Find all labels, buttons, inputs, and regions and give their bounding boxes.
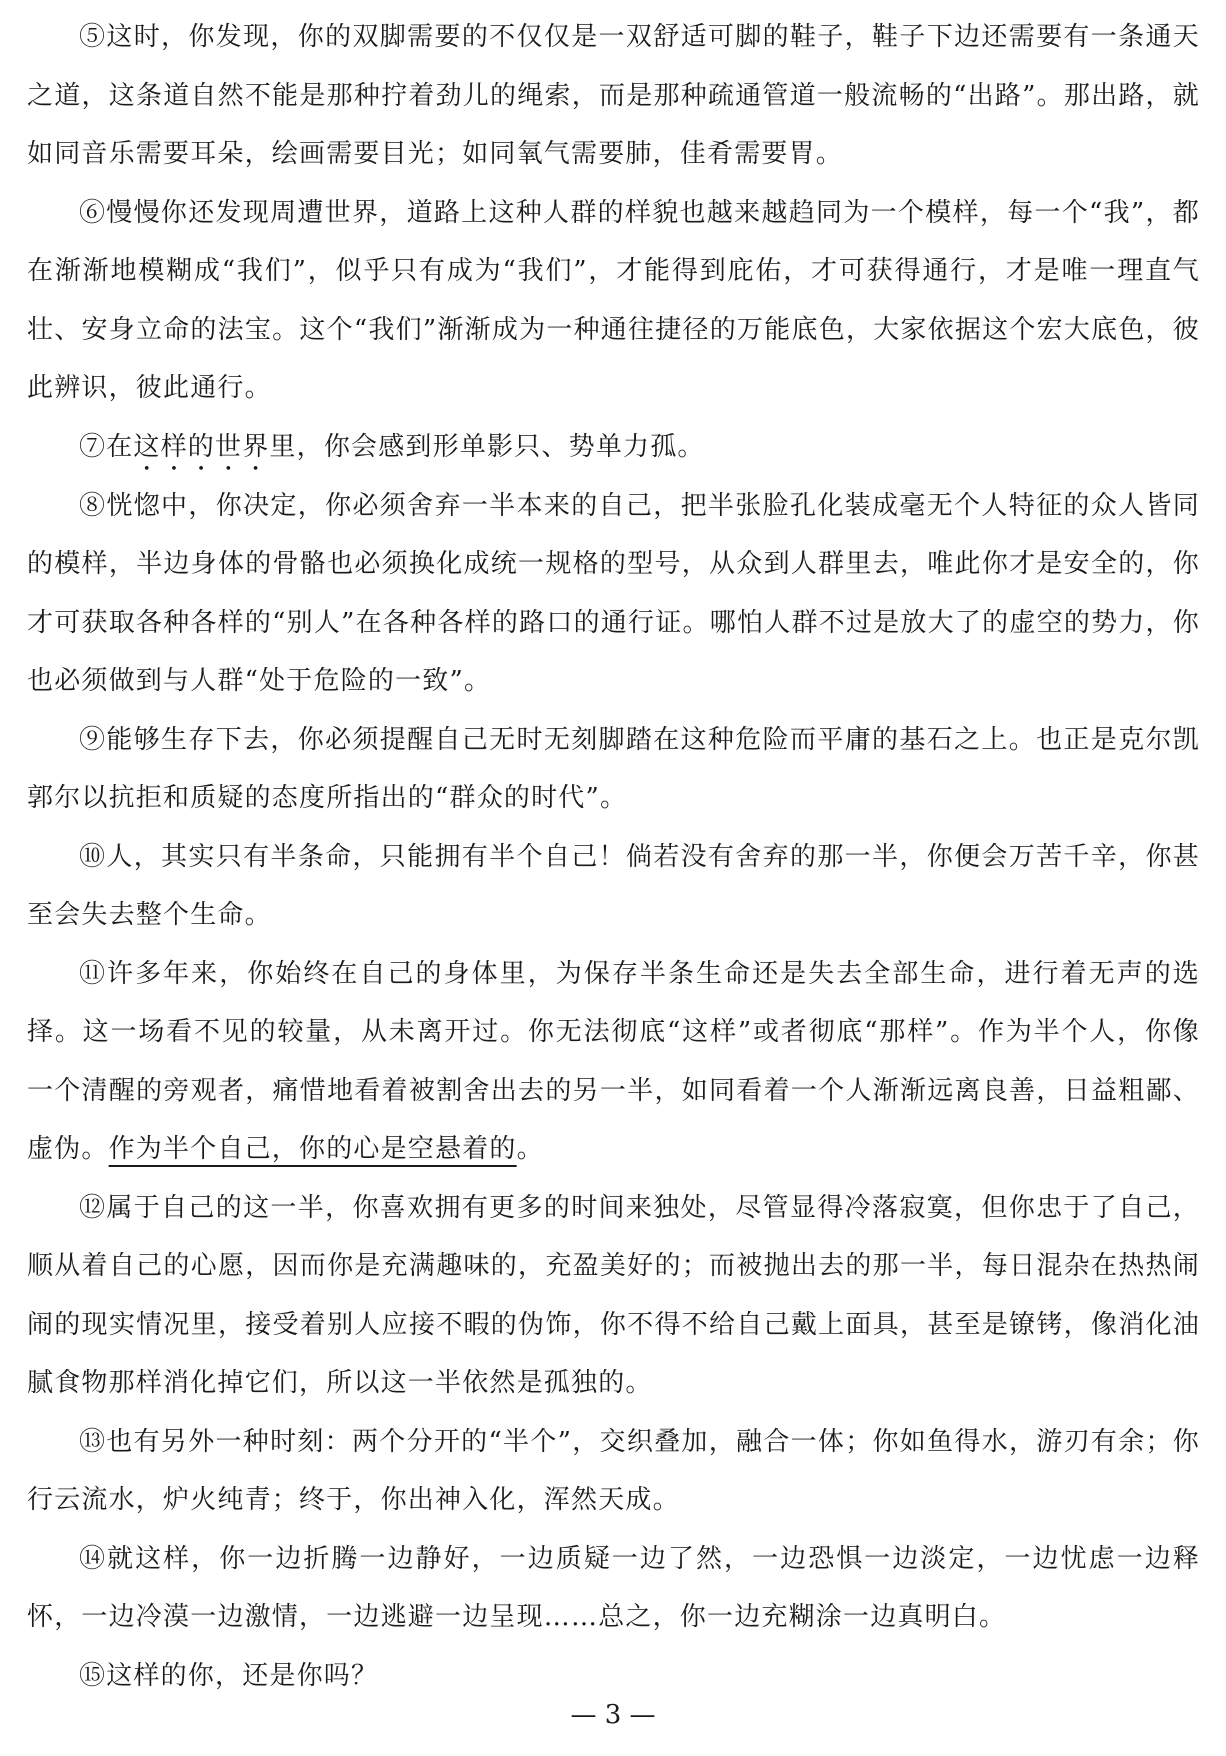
paragraph-11-end: 。 xyxy=(516,1134,544,1164)
paragraph-12: ⑫属于自己的这一半，你喜欢拥有更多的时间来独处，尽管显得冷落寂寞，但你忠于了自己，顺从着自己的心愿，因而你是充满趣味的，充盈美好的；而被抛出去的那一半，每日混杂在热热闹闹的现实情况里，接受着别人应接不暇的伪饰，你不得不给自己戴上面具，甚至是镣铐，像消化油腻食物那样消化掉它们，所以这一半依然是孤独的。 xyxy=(27,1192,1200,1398)
page-number: — 3 — xyxy=(570,1700,656,1730)
paragraph-5: ⑤这时，你发现，你的双脚需要的不仅仅是一双舒适可脚的鞋子，鞋子下边还需要有一条通天之道，这条道自然不能是那种拧着劲儿的绳索，而是那种疏通管道一般流畅的“出路”。那出路，就如同音乐需要耳朵，绘画需要目光；如同氧气需要肺，佳肴需要胃。 xyxy=(27,22,1200,169)
paragraph-7-start: ⑦在 xyxy=(79,431,134,462)
paragraph-11-start: ⑪许多年来，你始终在自己的身体里，为保存半条生命还是失去全部生命，进行着无声的选择。这一场看不见的较量，从未离开过。你无法彻底“这样”或者彻底“那样”。作为半个人，你像一个清醒的旁观者，痛惜地看着被割舍出去的另一半，如同看着一个人渐渐远离良善，日益粗鄙、虚伪。 xyxy=(27,958,1200,1164)
paragraph-8: ⑧恍惚中，你决定，你必须舍弃一半本来的自己，把半张脸孔化装成毫无个人特征的众人皆同的模样，半边身体的骨骼也必须换化成统一规格的型号，从众到人群里去，唯此你才是安全的，你才可获取各种各样的“别人”在各种各样的路口的通行证。哪怕人群不过是放大了的虚空的势力，你也必须做到与人群“处于危险的一致”。 xyxy=(27,490,1200,696)
paragraph-13: ⑬也有另外一种时刻：两个分开的“半个”，交织叠加，融合一体；你如鱼得水，游刃有余；你行云流水，炉火纯青；终于，你出神入化，浑然天成。 xyxy=(27,1426,1200,1515)
emphasis-dotted-phrase: 这样的世界 xyxy=(133,431,270,462)
paragraph-7 xyxy=(27,418,1200,477)
document-body xyxy=(27,8,1200,1705)
paragraph-6: ⑥慢慢你还发现周遭世界，道路上这种人群的样貌也越来越趋同为一个模样，每一个“我”，都在渐渐地模糊成“我们”，似乎只有成为“我们”，才能得到庇佑，才可获得通行，才是唯一理直气壮、安身立命的法宝。这个“我们”渐渐成为一种通往捷径的万能底色，大家依据这个宏大底色，彼此辨识，彼此通行。 xyxy=(27,197,1200,403)
paragraph-10: ⑩人，其实只有半条命，只能拥有半个自己！倘若没有舍弃的那一半，你便会万苦千辛，你甚至会失去整个生命。 xyxy=(27,841,1200,930)
paragraph-9: ⑨能够生存下去，你必须提醒自己无时无刻脚踏在这种危险而平庸的基石之上。也正是克尔凯郭尔以抗拒和质疑的态度所指出的“群众的时代”。 xyxy=(27,724,1200,813)
paragraph-7-end: 里，你会感到形单影只、势单力孤。 xyxy=(269,431,705,462)
paragraph-11 xyxy=(27,945,1200,1179)
paragraph-14: ⑭就这样，你一边折腾一边静好，一边质疑一边了然，一边恐惧一边淡定，一边忧虑一边释怀，一边冷漠一边激情，一边逃避一边呈现……总之，你一边充糊涂一边真明白。 xyxy=(27,1543,1200,1632)
paragraph-15: ⑮这样的你，还是你吗？ xyxy=(79,1660,379,1691)
underlined-sentence: 作为半个自己，你的心是空悬着的 xyxy=(108,1134,517,1164)
